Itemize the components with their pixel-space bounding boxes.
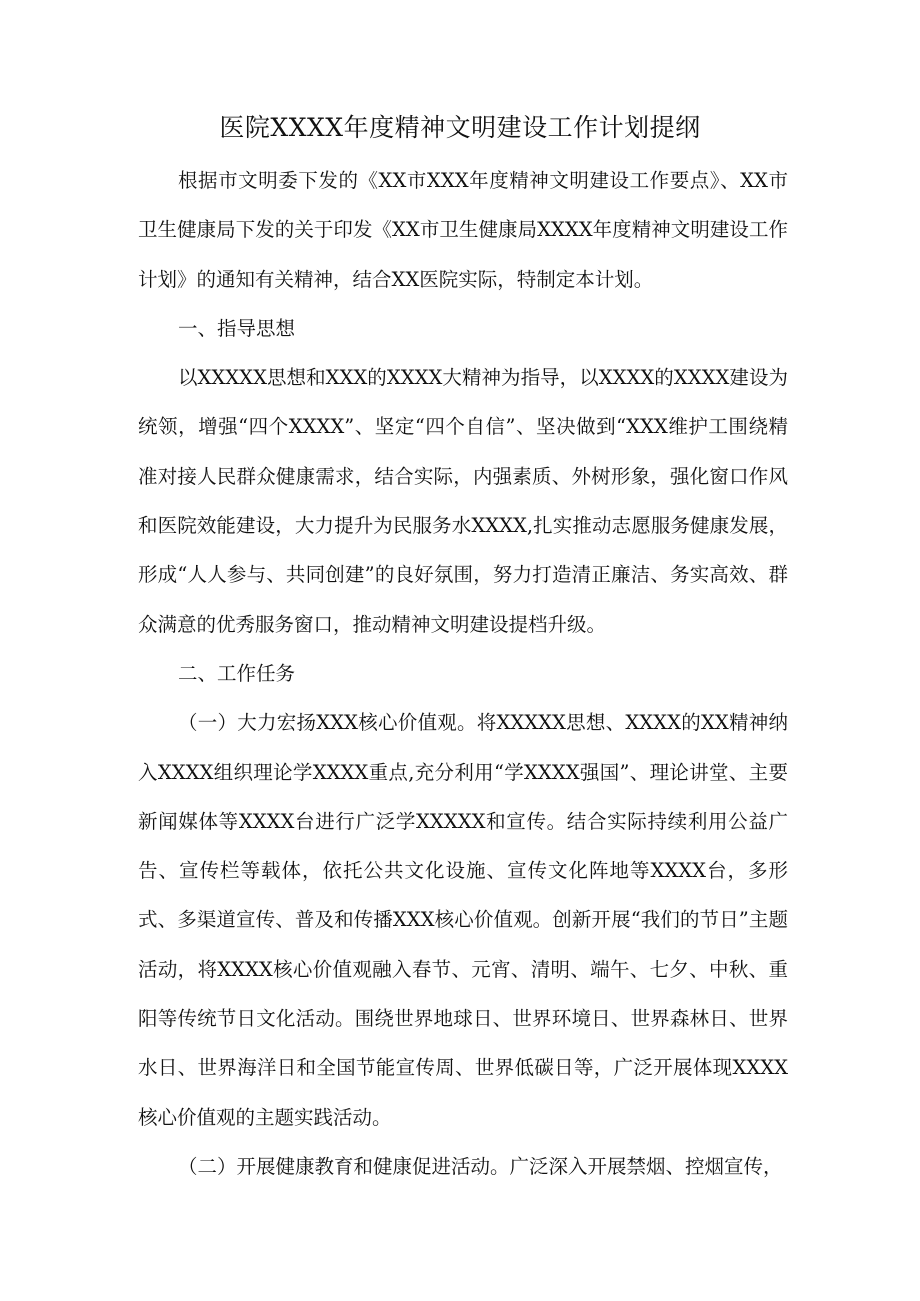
- intro-paragraph: 根据市文明委下发的《XX市XXX年度精神文明建设工作要点》、XX市卫生健康局下发的关于印发《XX市卫生健康局XXXX年度精神文明建设工作计划》的通知有关精神，结合XX医院实际，特制定本计划。: [138, 169, 788, 291]
- section-heading-guiding-ideology: 一、指导思想: [178, 316, 296, 340]
- section-heading-work-tasks: 二、工作任务: [178, 661, 296, 685]
- guiding-ideology-paragraph: 以XXXXX思想和XXX的XXXX大精神为指导，以XXXX的XXXX建设为统领，增强“四个XXXX”、坚定“四个自信”、坚决做到“XXX维护工围绕精准对接人民群众健康需求，结合实际，内强素质、外树形象，强化窗口作风和医院效能建设，大力提升为民服务水XXXX,扎实推动志愿服务健康发展，形成“人人参与、共同创建”的良好氛围，努力打造清正廉洁、务实高效、群众满意的优秀服务窗口，推动精神文明建设提档升级。: [138, 366, 788, 636]
- document-body: [138, 156, 788, 1191]
- task-paragraph-1: （一）大力宏扬XXX核心价值观。将XXXXX思想、XXXX的XX精神纳入XXXX组织理论学XXXX重点,充分利用“学XXXX强国”、理论讲堂、主要新闻媒体等XXXX台进行广泛学XXXXX和宣传。结合实际持续利用公益广告、宣传栏等载体，依托公共文化设施、宣传文化阵地等XXXX台，多形式、多渠道宣传、普及和传播XXX核心价值观。创新开展“我们的节日”主题活动，将XXXX核心价值观融入春节、元宵、清明、端午、七夕、中秋、重阳等传统节日文化活动。围绕世界地球日、世界环境日、世界森林日、世界水日、世界海洋日和全国节能宣传周、世界低碳日等，广泛开展体现XXXX核心价值观的主题实践活动。: [138, 711, 788, 1129]
- document-title: 医院XXXX年度精神文明建设工作计划提纲: [219, 113, 701, 142]
- task-paragraph-2: （二）开展健康教育和健康促进活动。广泛深入开展禁烟、控烟宣传，: [178, 1154, 783, 1178]
